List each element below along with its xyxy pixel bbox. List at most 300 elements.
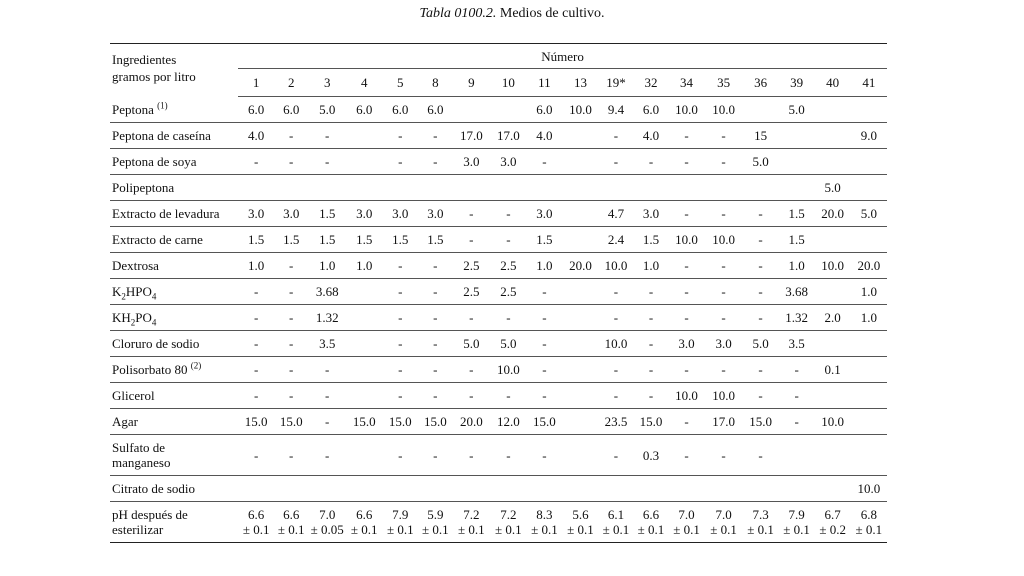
table-row — [110, 331, 887, 357]
cell-value: 7.0 — [715, 507, 732, 522]
table-row — [110, 409, 887, 435]
cell-value: - — [613, 154, 619, 169]
table-cell — [418, 502, 452, 543]
table-cell — [346, 476, 382, 502]
table-cell — [743, 476, 779, 502]
table-caption — [0, 6, 1024, 22]
table-cell — [526, 383, 562, 409]
table-cell — [633, 149, 668, 175]
cell-value: 1.5 — [536, 232, 553, 247]
cell-tolerance: ± 0.1 — [567, 522, 594, 537]
ingredient-name — [110, 227, 238, 253]
table-cell — [490, 97, 526, 123]
cell-value: - — [758, 388, 763, 403]
table-cell — [274, 201, 308, 227]
table-cell — [562, 409, 598, 435]
column-number: 4 — [346, 69, 382, 97]
ingredients-header-line2: gramos por litro — [112, 69, 196, 84]
table-cell — [382, 502, 418, 543]
table-cell — [705, 305, 743, 331]
table-row — [110, 305, 887, 331]
table-cell — [382, 97, 418, 123]
table-cell — [274, 123, 308, 149]
column-number: 36 — [743, 69, 779, 97]
cell-tolerance: ± 0.1 — [277, 522, 305, 537]
table-cell — [743, 409, 779, 435]
table-cell — [418, 175, 452, 201]
table-cell — [418, 357, 452, 383]
ingredient-name — [110, 149, 238, 175]
table-cell — [705, 175, 743, 201]
table-cell — [598, 123, 633, 149]
table-cell — [452, 175, 490, 201]
cell-value: - — [721, 128, 726, 143]
table-cell — [705, 383, 743, 409]
table-cell — [238, 331, 274, 357]
table-cell — [238, 97, 274, 123]
ingredient-name — [110, 97, 238, 123]
table-cell — [452, 502, 490, 543]
column-number: 35 — [705, 69, 743, 97]
cell-value: 3.5 — [319, 336, 336, 351]
cell-value: - — [253, 447, 259, 463]
table-cell — [669, 97, 705, 123]
table-cell — [308, 201, 346, 227]
table-row — [110, 201, 887, 227]
table-cell — [669, 201, 705, 227]
table-row — [110, 175, 887, 201]
cell-value: - — [758, 310, 763, 325]
cell-value: 7.2 — [500, 507, 517, 522]
table-cell — [562, 175, 598, 201]
table-cell — [452, 149, 490, 175]
table-row — [110, 502, 887, 543]
table-cell — [238, 435, 274, 476]
table-cell — [452, 279, 490, 305]
cell-value: 3.0 — [678, 336, 695, 351]
ingredient-name — [110, 476, 238, 502]
cell-value: - — [758, 362, 763, 377]
table-cell — [743, 97, 779, 123]
table-cell — [669, 175, 705, 201]
table-cell — [308, 476, 346, 502]
cell-tolerance: ± 0.1 — [386, 522, 414, 537]
cell-value: - — [325, 154, 330, 169]
cell-value: 2.0 — [824, 310, 841, 325]
cell-value: - — [684, 128, 689, 143]
cell-value: 20.0 — [857, 258, 881, 273]
cell-value: - — [613, 388, 619, 403]
table-cell — [238, 305, 274, 331]
cell-value: 3.0 — [248, 206, 265, 221]
table-cell — [346, 149, 382, 175]
cell-value: - — [758, 206, 763, 221]
cell-value: - — [398, 447, 403, 463]
cell-value: - — [794, 388, 799, 403]
cell-value: 6.0 — [283, 102, 300, 117]
cell-value: - — [253, 388, 259, 403]
cell-tolerance: ± 0.05 — [310, 522, 344, 537]
cell-value: - — [684, 284, 689, 299]
table-cell — [851, 383, 887, 409]
table-cell — [382, 279, 418, 305]
cell-value: - — [542, 447, 547, 463]
table-cell — [308, 357, 346, 383]
cell-value: - — [613, 447, 619, 463]
table-cell — [779, 201, 815, 227]
cell-tolerance: ± 0.1 — [673, 522, 700, 537]
ingredient-label-line2: esterilizar — [112, 522, 164, 537]
table-cell — [274, 97, 308, 123]
table-cell — [490, 435, 526, 476]
cell-value: 20.0 — [459, 414, 483, 429]
table-cell — [851, 201, 887, 227]
cell-value: 2.5 — [500, 284, 517, 299]
table-cell — [308, 149, 346, 175]
table-cell — [815, 227, 851, 253]
cell-value: 20.0 — [821, 206, 845, 221]
cell-value: - — [289, 310, 294, 325]
table-cell — [562, 227, 598, 253]
table-cell — [452, 227, 490, 253]
cell-value: 6.6 — [248, 507, 265, 522]
cell-value: - — [542, 336, 547, 351]
formula-subscript: 2 — [130, 317, 136, 328]
cell-tolerance: ± 0.1 — [242, 522, 270, 537]
cell-tolerance: ± 0.1 — [855, 522, 883, 537]
table-cell — [382, 435, 418, 476]
table-cell — [346, 97, 382, 123]
table-cell — [743, 201, 779, 227]
table-cell — [598, 331, 633, 357]
table-cell — [669, 331, 705, 357]
table-cell — [598, 253, 633, 279]
table-cell — [633, 97, 668, 123]
table-cell — [669, 409, 705, 435]
cell-value: - — [648, 388, 654, 403]
column-number: 19* — [598, 69, 633, 97]
table-row — [110, 97, 887, 123]
table-cell — [815, 123, 851, 149]
table-cell — [633, 331, 668, 357]
cell-value: - — [433, 388, 438, 403]
cell-value: - — [289, 362, 294, 377]
cell-value: - — [469, 232, 474, 247]
cell-value: - — [469, 206, 474, 221]
table-cell — [308, 227, 346, 253]
table-cell — [851, 305, 887, 331]
table-cell — [452, 409, 490, 435]
cell-value: 5.0 — [788, 102, 805, 117]
table-cell — [669, 383, 705, 409]
cell-value: 2.5 — [463, 258, 480, 273]
footnote-marker: (2) — [190, 360, 202, 371]
cell-value: 9.0 — [860, 128, 877, 143]
table-cell — [815, 149, 851, 175]
table-cell — [238, 201, 274, 227]
table-cell — [452, 476, 490, 502]
ingredient-name — [110, 305, 238, 331]
table-cell — [705, 409, 743, 435]
table-cell — [382, 476, 418, 502]
cell-value: 1.5 — [356, 232, 373, 247]
cell-value: 10.0 — [712, 232, 735, 247]
cell-value: 3.0 — [427, 206, 444, 221]
cell-value: 4.0 — [642, 128, 660, 143]
cell-value: - — [289, 154, 294, 169]
formula-subscript: 4 — [151, 317, 157, 328]
table-cell — [238, 357, 274, 383]
table-cell — [490, 502, 526, 543]
cell-value: - — [325, 414, 330, 429]
table-cell — [743, 305, 779, 331]
table-row — [110, 149, 887, 175]
cell-value: 17.0 — [459, 128, 483, 143]
table-cell — [490, 409, 526, 435]
ingredient-name — [110, 175, 238, 201]
ingredient-name — [110, 357, 238, 383]
table-cell — [490, 227, 526, 253]
cell-value: - — [684, 447, 689, 463]
table-cell — [238, 149, 274, 175]
cell-value: - — [325, 388, 330, 403]
table-cell — [669, 149, 705, 175]
table-cell — [851, 253, 887, 279]
table-cell — [779, 149, 815, 175]
table-cell — [452, 97, 490, 123]
table-cell — [238, 409, 274, 435]
table-cell — [562, 253, 598, 279]
ingredient-label: Sulfato de — [112, 440, 166, 455]
cell-value: 15.0 — [533, 414, 556, 429]
ingredient-label-line2: manganeso — [112, 455, 171, 470]
table-cell — [779, 383, 815, 409]
ingredient-label: Peptona — [112, 101, 154, 117]
table-cell — [669, 227, 705, 253]
table-cell — [815, 201, 851, 227]
table-cell — [526, 149, 562, 175]
cell-value: 3.5 — [788, 336, 805, 351]
cell-value: - — [433, 447, 438, 463]
table-cell — [743, 123, 779, 149]
table-cell — [418, 227, 452, 253]
cell-value: 0.1 — [824, 362, 841, 377]
table-cell — [274, 253, 308, 279]
ingredient-label: Cloruro de sodio — [112, 336, 200, 351]
table-cell — [346, 502, 382, 543]
table-cell — [743, 357, 779, 383]
cell-value: 3.0 — [536, 206, 553, 221]
cell-value: - — [684, 206, 689, 221]
table-cell — [633, 305, 668, 331]
cell-value: - — [433, 284, 438, 299]
cell-value: - — [648, 336, 654, 351]
table-cell — [598, 175, 633, 201]
table-cell — [562, 331, 598, 357]
formula-subscript: 2 — [121, 291, 126, 302]
table-cell — [633, 357, 668, 383]
cell-value: 10.0 — [712, 388, 735, 403]
table-cell — [382, 409, 418, 435]
cell-tolerance: ± 0.1 — [783, 522, 810, 537]
cell-value: - — [721, 310, 726, 325]
culture-media-table — [110, 43, 887, 543]
table-cell — [815, 409, 851, 435]
caption-label: Tabla 0100.2. — [419, 6, 497, 21]
table-cell — [490, 383, 526, 409]
cell-value: 1.0 — [319, 258, 336, 273]
cell-value: 15 — [754, 128, 768, 143]
table-cell — [743, 279, 779, 305]
table-cell — [779, 305, 815, 331]
cell-value: 2.4 — [607, 232, 625, 247]
cell-value: 7.0 — [319, 507, 336, 522]
table-cell — [815, 357, 851, 383]
cell-value: 4.0 — [248, 128, 265, 143]
cell-tolerance: ± 0.1 — [495, 522, 522, 537]
column-number: 41 — [851, 69, 887, 97]
cell-value: - — [325, 362, 330, 377]
table-cell — [669, 476, 705, 502]
table-cell — [490, 149, 526, 175]
formula-part: HPO — [125, 284, 152, 299]
cell-value: - — [721, 206, 726, 221]
table-cell — [598, 476, 633, 502]
cell-value: - — [542, 154, 547, 169]
table-cell — [308, 409, 346, 435]
table-cell — [851, 149, 887, 175]
cell-value: - — [684, 310, 689, 325]
table-cell — [274, 502, 308, 543]
ingredient-label: Peptona de soya — [112, 154, 197, 169]
table-cell — [705, 227, 743, 253]
table-cell — [633, 123, 668, 149]
table-cell — [598, 502, 633, 543]
cell-value: 6.6 — [356, 507, 373, 522]
cell-value: - — [433, 154, 438, 169]
cell-tolerance: ± 0.1 — [531, 522, 558, 537]
cell-value: 10.0 — [604, 336, 628, 351]
table-cell — [274, 357, 308, 383]
table-cell — [705, 331, 743, 357]
cell-value: - — [433, 310, 438, 325]
table-cell — [851, 123, 887, 149]
table-cell — [598, 227, 633, 253]
cell-value: 2.5 — [500, 258, 517, 273]
cell-value: 3.0 — [715, 336, 732, 351]
cell-value: 9.4 — [607, 102, 625, 117]
cell-value: - — [506, 232, 511, 247]
cell-value: 7.2 — [463, 507, 480, 522]
cell-value: 5.0 — [824, 180, 841, 195]
table-cell — [490, 279, 526, 305]
table-cell — [382, 175, 418, 201]
cell-tolerance: ± 0.1 — [458, 522, 485, 537]
column-number: 11 — [526, 69, 562, 97]
cell-value: - — [648, 362, 654, 377]
table-cell — [238, 502, 274, 543]
table-cell — [418, 279, 452, 305]
table-cell — [238, 476, 274, 502]
cell-value: - — [542, 362, 547, 377]
cell-value: 15.0 — [244, 414, 268, 429]
cell-value: - — [758, 284, 763, 299]
table-cell — [382, 357, 418, 383]
cell-value: 1.0 — [248, 258, 265, 273]
ingredient-label: Citrato de sodio — [112, 481, 196, 496]
footnote-marker: (1) — [157, 100, 168, 111]
table-cell — [274, 331, 308, 357]
table-cell — [238, 279, 274, 305]
table-cell — [705, 279, 743, 305]
cell-value: 5.0 — [860, 206, 877, 221]
cell-value: 15.0 — [639, 414, 663, 429]
column-number: 10 — [490, 69, 526, 97]
cell-value: 23.5 — [604, 414, 628, 429]
cell-value: 1.5 — [392, 232, 409, 247]
table-cell — [705, 357, 743, 383]
column-number: 40 — [815, 69, 851, 97]
table-cell — [562, 201, 598, 227]
table-cell — [815, 97, 851, 123]
table-cell — [346, 123, 382, 149]
table-cell — [562, 97, 598, 123]
cell-value: - — [253, 284, 259, 299]
table-cell — [779, 476, 815, 502]
cell-value: - — [542, 284, 547, 299]
table-cell — [705, 476, 743, 502]
table-cell — [308, 279, 346, 305]
table-row — [110, 435, 887, 476]
cell-value: 6.6 — [642, 507, 660, 522]
cell-value: 1.0 — [860, 310, 877, 325]
cell-tolerance: ± 0.2 — [819, 522, 846, 537]
table-cell — [418, 253, 452, 279]
header-row — [110, 44, 887, 69]
table-cell — [562, 435, 598, 476]
table-cell — [779, 435, 815, 476]
table-cell — [633, 409, 668, 435]
table-cell — [743, 383, 779, 409]
table-cell — [815, 253, 851, 279]
ingredient-name — [110, 279, 238, 305]
table-cell — [598, 279, 633, 305]
cell-value: - — [506, 206, 511, 221]
table-cell — [308, 502, 346, 543]
table-cell — [490, 476, 526, 502]
table-cell — [274, 227, 308, 253]
cell-value: 20.0 — [569, 258, 592, 273]
table-cell — [526, 331, 562, 357]
table-cell — [274, 279, 308, 305]
cell-value: - — [506, 447, 511, 463]
table-cell — [633, 383, 668, 409]
cell-value: - — [648, 154, 654, 169]
cell-value: 1.5 — [788, 232, 805, 247]
ingredient-name — [110, 201, 238, 227]
cell-value: - — [398, 336, 403, 351]
table-cell — [526, 175, 562, 201]
cell-value: 1.32 — [315, 310, 339, 325]
table-cell — [490, 175, 526, 201]
table-cell — [526, 409, 562, 435]
table-cell — [274, 435, 308, 476]
cell-value: 7.0 — [678, 507, 695, 522]
table-cell — [238, 123, 274, 149]
cell-value: 7.3 — [752, 507, 769, 522]
table-cell — [779, 97, 815, 123]
cell-value: 6.0 — [248, 102, 265, 117]
